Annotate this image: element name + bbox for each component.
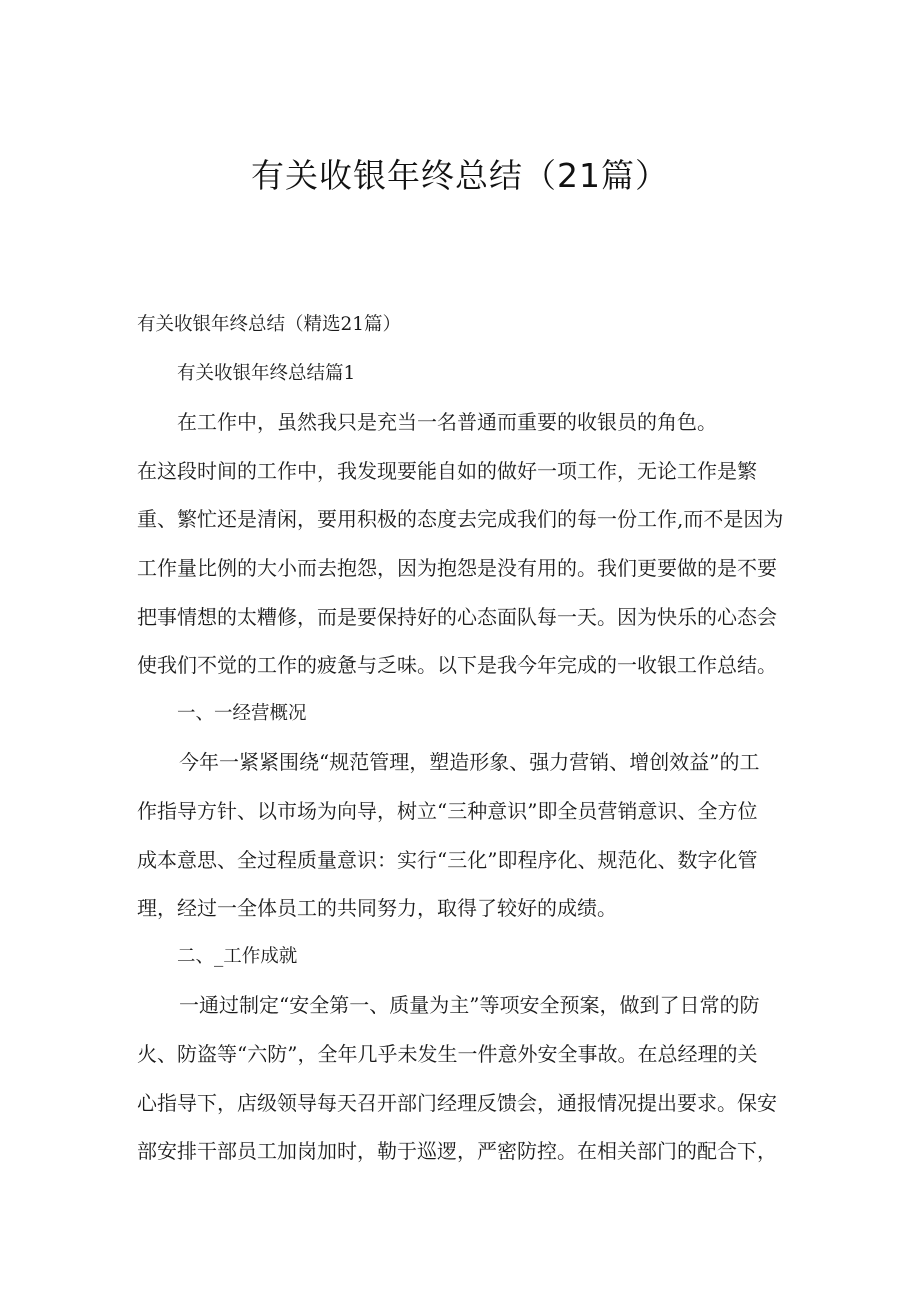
section-heading: 二、_工作成就 — [177, 945, 298, 967]
subtitle-line: 有关收银年终总结（精选21篇） — [137, 314, 402, 335]
paragraph-line: 火、防盗等“六防”，全年几乎未发生一件意外安全事故。在总经理的关 — [137, 1041, 758, 1066]
paragraph-line: 理，经过一全体员工的共同努力，取得了较好的成绩。 — [137, 896, 617, 921]
paragraph-line: 使我们不觉的工作的疲惫与乏味。以下是我今年完成的一收银工作总结。 — [137, 653, 777, 678]
document-title: 有关收银年终总结（21篇） — [251, 156, 669, 195]
paragraph-line: 把事情想的太糟修，而是要保持好的心态面队每一天。因为快乐的心态会 — [137, 604, 777, 629]
section-heading: 一、一经营概况 — [177, 702, 307, 724]
paragraph-line: 成本意思、全过程质量意识：实行“三化”即程序化、规范化、数字化管 — [137, 847, 758, 872]
section-heading: 有关收银年终总结篇1 — [177, 362, 356, 384]
paragraph-line: 重、繁忙还是清闲，要用积极的态度去完成我们的每一份工作,而不是因为 — [137, 507, 784, 532]
paragraph-line: 心指导下，店级领导每天召开部门经理反馈会，通报情况提出要求。保安 — [137, 1090, 777, 1115]
paragraph-line: 工作量比例的大小而去抱怨，因为抱怨是没有用的。我们更要做的是不要 — [137, 555, 777, 580]
paragraph-line: 在这段时间的工作中，我发现要能自如的做好一项工作，无论工作是繁 — [137, 458, 757, 483]
paragraph-line: 一通过制定“安全第一、质量为主”等项安全预案，做到了日常的防 — [179, 993, 760, 1018]
paragraph-line: 作指导方针、以市场为向导，树立“三种意识”即全员营销意识、全方位 — [137, 798, 758, 823]
document-body — [137, 301, 787, 1176]
paragraph-line: 部安排干部员工加岗加时，勒于巡逻，严密防控。在相关部门的配合下， — [137, 1139, 777, 1164]
paragraph-line: 今年一紧紧围绕“规范管理，塑造形象、强力营销、增创效益”的工 — [179, 750, 760, 775]
paragraph-line: 在工作中，虽然我只是充当一名普通而重要的收银员的角色。 — [177, 410, 717, 435]
